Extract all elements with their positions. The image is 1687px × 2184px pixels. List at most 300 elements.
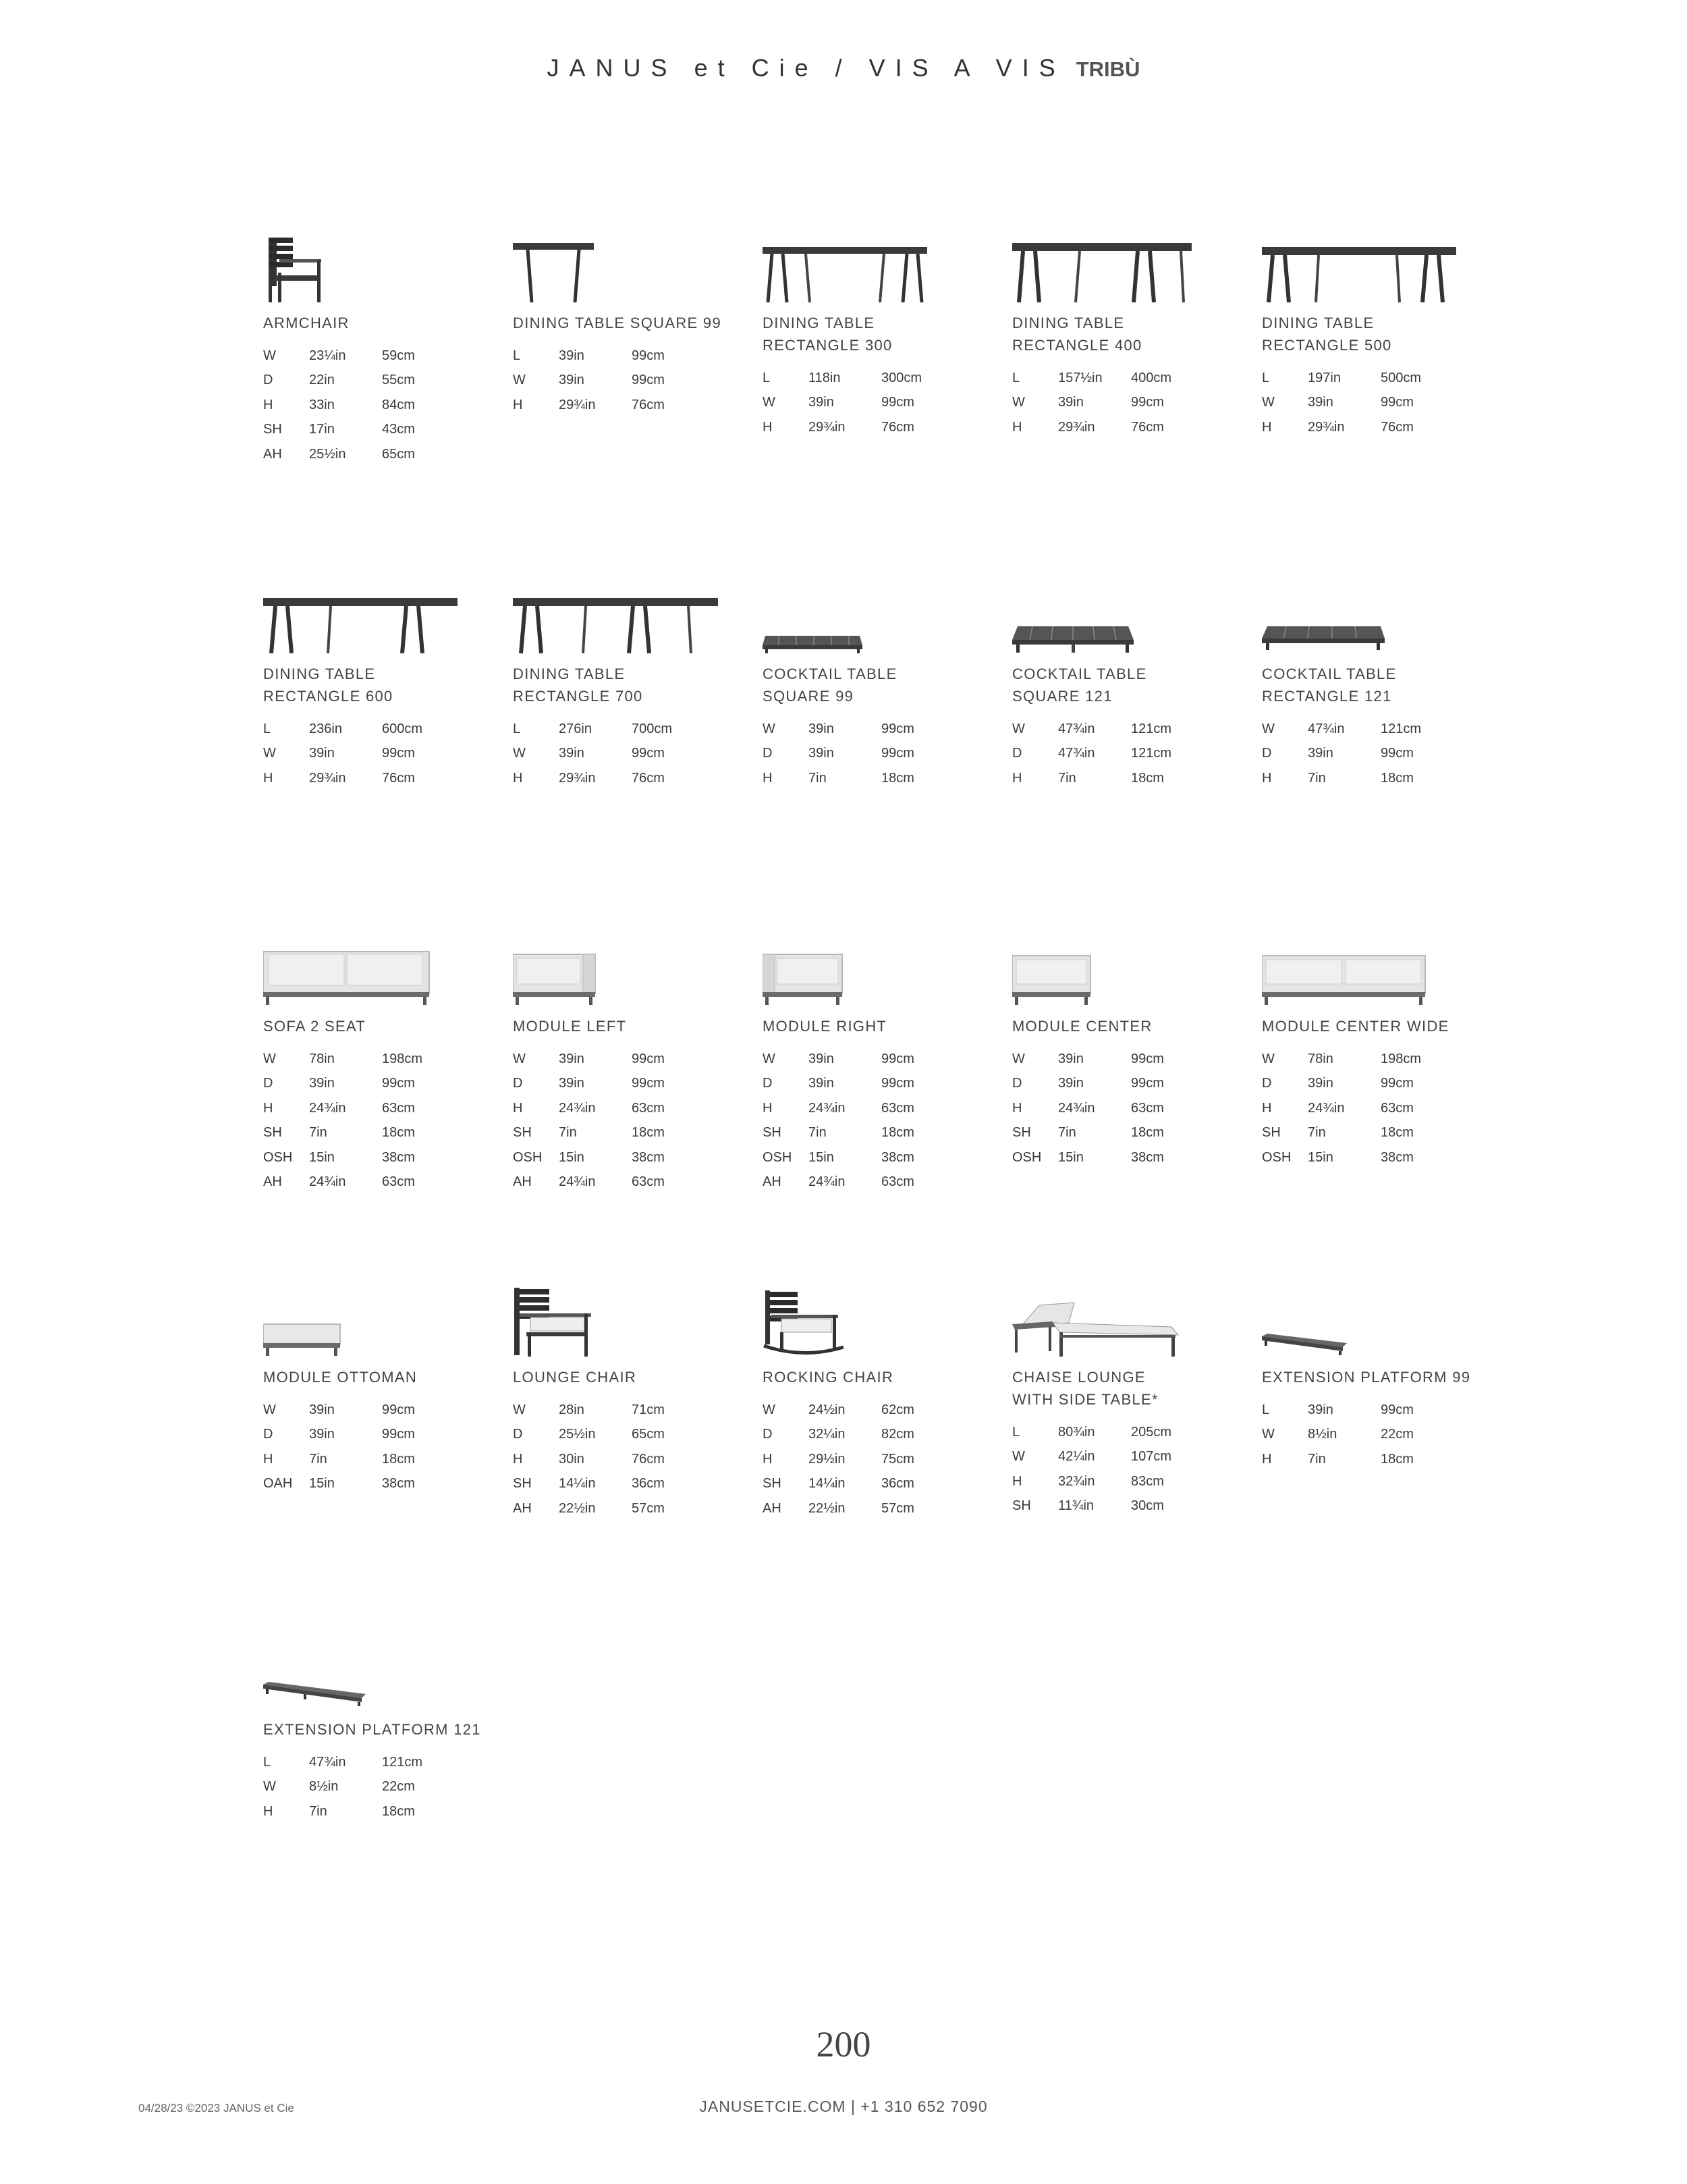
spec-label: D [1012,746,1022,761]
spec-label: H [513,770,523,786]
product-card [513,553,742,791]
spec-inches: 29¾in [309,770,346,786]
brand-title: JANUS et Cie / VIS A VIS [547,54,1066,82]
spec-cm: 18cm [1131,1125,1164,1141]
spec-cm: 57cm [632,1500,665,1516]
spec-label: L [1262,370,1270,385]
spec-table [513,717,706,791]
spec-label: W [763,1402,775,1417]
spec-cm: 121cm [1131,746,1172,761]
spec-cm: 99cm [1381,1076,1414,1091]
spec-inches: 29¾in [559,397,596,412]
spec-table [263,717,456,791]
spec-inches: 14¼in [559,1476,596,1492]
spec-row [513,766,706,791]
spec-inches: 39in [808,746,834,761]
product-name: COCKTAIL TABLE RECTANGLE 121 [1262,665,1397,705]
spec-label: D [263,1076,273,1091]
spec-inches: 39in [309,746,335,761]
spec-cm: 84cm [382,397,415,412]
spec-row [763,1047,956,1072]
spec-label: W [1262,1051,1275,1066]
spec-label: H [1012,419,1022,435]
spec-cm: 18cm [382,1125,415,1141]
spec-inches: 7in [559,1125,577,1141]
spec-cm: 99cm [632,373,665,388]
product-image [263,1609,493,1710]
product-image [1262,202,1491,304]
spec-row [763,1096,956,1121]
spec-cm: 99cm [632,348,665,363]
spec-inches: 24¾in [559,1174,596,1190]
spec-label: H [1262,1100,1272,1116]
spec-cm: 99cm [632,746,665,761]
spec-label: OSH [1262,1149,1292,1165]
spec-inches: 32¾in [1058,1473,1095,1489]
spec-row [763,1121,956,1146]
product-card [263,906,493,1195]
spec-inches: 23¼in [309,348,346,363]
spec-row [1262,742,1455,767]
spec-row [263,1170,456,1195]
spec-row [1262,1145,1455,1170]
product-card [763,553,992,791]
spec-row [763,1447,956,1472]
spec-label: OSH [763,1149,792,1165]
spec-cm: 65cm [382,446,415,462]
spec-inches: 47¾in [1058,721,1095,736]
spec-row [263,1121,456,1146]
spec-cm: 99cm [881,1076,914,1091]
spec-row [1262,415,1455,440]
product-card [1012,906,1242,1170]
spec-label: D [763,1076,773,1091]
spec-label: W [763,1051,775,1066]
spec-label: D [513,1076,523,1091]
spec-label: H [513,1451,523,1467]
spec-cm: 107cm [1131,1449,1172,1465]
spec-row [763,766,956,791]
spec-row [263,418,456,443]
spec-inches: 39in [1058,1076,1084,1091]
spec-cm: 99cm [382,746,415,761]
spec-cm: 121cm [382,1754,423,1770]
spec-inches: 22½in [808,1500,846,1516]
spec-cm: 18cm [1381,1125,1414,1141]
dining-table-rectangle-700-icon [513,553,722,655]
spec-inches: 7in [309,1451,327,1467]
spec-row [263,1047,456,1072]
cocktail-table-rectangle-121-icon [1262,553,1390,655]
spec-cm: 99cm [1381,1402,1414,1417]
product-image [763,1257,992,1358]
spec-cm: 75cm [881,1451,914,1467]
spec-label: W [1012,721,1025,736]
product-image [263,553,493,655]
spec-label: H [1012,770,1022,786]
spec-label: W [763,721,775,736]
product-card [513,202,742,418]
spec-row [263,1472,456,1497]
spec-inches: 15in [1308,1149,1333,1165]
sofa-2-seat-icon [263,906,432,1007]
spec-row [1262,1121,1455,1146]
spec-inches: 7in [309,1803,327,1819]
spec-cm: 38cm [382,1149,415,1165]
spec-label: D [1262,746,1272,761]
spec-row [263,442,456,467]
spec-cm: 83cm [1131,1473,1164,1489]
spec-row [1262,366,1455,391]
spec-row [263,1447,456,1472]
spec-cm: 198cm [382,1051,423,1066]
spec-row [1262,1423,1455,1448]
spec-inches: 39in [1058,395,1084,410]
spec-label: SH [763,1125,781,1141]
spec-label: W [513,746,526,761]
spec-label: AH [263,1174,282,1190]
product-image [263,1257,493,1358]
spec-row [513,1423,706,1448]
spec-label: D [513,1427,523,1442]
spec-row [513,1047,706,1072]
product-image [263,202,493,304]
spec-label: D [263,1427,273,1442]
spec-inches: 29¾in [1058,419,1095,435]
product-image [1012,202,1242,304]
spec-row [513,742,706,767]
spec-cm: 700cm [632,721,673,736]
spec-label: W [1262,395,1275,410]
spec-label: W [513,373,526,388]
spec-row [1262,1072,1455,1097]
spec-row [513,1096,706,1121]
spec-label: H [513,397,523,412]
spec-label: SH [513,1125,532,1141]
spec-row [1012,1420,1205,1445]
spec-label: W [1012,1449,1025,1465]
spec-row [1012,1121,1205,1146]
spec-row [263,717,456,742]
product-card [763,906,992,1195]
spec-inches: 24½in [808,1402,846,1417]
spec-inches: 8½in [1308,1427,1337,1442]
spec-row [263,1775,456,1800]
spec-cm: 76cm [632,770,665,786]
spec-cm: 82cm [881,1427,914,1442]
spec-cm: 36cm [632,1476,665,1492]
spec-row [1012,1145,1205,1170]
spec-label: AH [513,1174,532,1190]
spec-table [1012,1420,1205,1519]
collection-title: TRIBÙ [1076,57,1140,81]
spec-cm: 99cm [881,395,914,410]
spec-cm: 121cm [1381,721,1422,736]
cocktail-table-square-99-icon [763,553,870,655]
spec-inches: 236in [309,721,342,736]
product-image [1012,1257,1242,1358]
spec-label: H [263,1451,273,1467]
spec-row [1012,415,1205,440]
spec-inches: 24¾in [808,1174,846,1190]
product-image [1262,553,1491,655]
spec-inches: 47¾in [309,1754,346,1770]
spec-table [1012,366,1205,440]
rocking-chair-icon [763,1257,850,1358]
spec-cm: 99cm [881,746,914,761]
spec-inches: 7in [808,770,827,786]
spec-label: L [1012,1424,1020,1440]
spec-row [263,742,456,767]
spec-label: W [763,395,775,410]
spec-inches: 118in [808,370,841,385]
spec-inches: 15in [1058,1149,1084,1165]
spec-inches: 39in [559,348,584,363]
spec-row [1262,1398,1455,1423]
spec-inches: 39in [559,373,584,388]
spec-cm: 99cm [382,1427,415,1442]
spec-cm: 99cm [1131,1051,1164,1066]
spec-inches: 15in [309,1476,335,1492]
product-card [1262,1257,1491,1472]
spec-label: D [763,1427,773,1442]
product-image [1012,906,1242,1007]
product-name: MODULE RIGHT [763,1018,887,1035]
spec-inches: 8½in [309,1779,339,1795]
spec-inches: 24¾in [309,1174,346,1190]
spec-label: W [513,1402,526,1417]
page-header [0,54,1687,82]
spec-inches: 17in [309,422,335,437]
spec-row [513,344,706,368]
spec-cm: 63cm [881,1100,914,1116]
spec-row [513,1496,706,1521]
spec-label: AH [763,1174,781,1190]
spec-label: D [263,373,273,388]
spec-row [263,368,456,393]
spec-cm: 18cm [632,1125,665,1141]
spec-inches: 25½in [309,446,346,462]
spec-inches: 42¼in [1058,1449,1095,1465]
spec-cm: 500cm [1381,370,1422,385]
spec-label: W [1012,395,1025,410]
spec-row [763,415,956,440]
spec-label: L [513,348,521,363]
spec-inches: 39in [808,395,834,410]
spec-cm: 99cm [382,1402,415,1417]
spec-row [1012,1494,1205,1519]
spec-row [263,1145,456,1170]
spec-row [763,1170,956,1195]
spec-label: OSH [1012,1149,1042,1165]
spec-cm: 38cm [632,1149,665,1165]
spec-inches: 39in [309,1076,335,1091]
spec-row [763,1398,956,1423]
spec-row [763,1496,956,1521]
product-card [263,1257,493,1496]
spec-inches: 29½in [808,1451,846,1467]
spec-inches: 39in [808,721,834,736]
spec-row [763,1423,956,1448]
spec-inches: 39in [1308,1402,1333,1417]
spec-inches: 39in [1308,395,1333,410]
extension-platform-121-icon [263,1609,371,1710]
product-image [1262,1257,1491,1358]
product-card [513,906,742,1195]
spec-cm: 63cm [382,1100,415,1116]
spec-table [1012,1047,1205,1170]
footer-copyright: 04/28/23 ©2023 JANUS et Cie [138,2102,294,2114]
spec-table [263,1047,456,1195]
module-center-icon [1012,906,1100,1007]
spec-cm: 18cm [382,1803,415,1819]
spec-cm: 76cm [1381,419,1414,435]
spec-cm: 18cm [1381,1451,1414,1467]
spec-label: H [263,1803,273,1819]
spec-inches: 15in [559,1149,584,1165]
spec-cm: 65cm [632,1427,665,1442]
spec-inches: 29¾in [1308,419,1345,435]
spec-row [513,1145,706,1170]
module-right-icon [763,906,850,1007]
product-name: DINING TABLE RECTANGLE 500 [1262,315,1392,354]
spec-cm: 62cm [881,1402,914,1417]
spec-row [1012,1445,1205,1470]
spec-row [513,393,706,418]
spec-row [263,344,456,368]
chaise-lounge-icon [1012,1257,1188,1358]
product-name: ROCKING CHAIR [763,1369,894,1386]
spec-label: H [263,1100,273,1116]
spec-cm: 18cm [1131,770,1164,786]
spec-cm: 38cm [1381,1149,1414,1165]
product-card [513,1257,742,1521]
product-name: ARMCHAIR [263,315,350,331]
armchair-icon [263,202,337,304]
spec-table [513,1047,706,1195]
product-name: LOUNGE CHAIR [513,1369,637,1386]
spec-label: SH [1012,1125,1031,1141]
spec-cm: 99cm [881,1051,914,1066]
spec-row [1262,1047,1455,1072]
spec-cm: 76cm [1131,419,1164,435]
spec-table [763,1047,956,1195]
spec-table [513,344,706,418]
spec-row [1012,1047,1205,1072]
product-name: MODULE CENTER [1012,1018,1153,1035]
product-image [513,1257,742,1358]
spec-inches: 78in [1308,1051,1333,1066]
spec-label: H [1012,1100,1022,1116]
spec-inches: 39in [808,1076,834,1091]
spec-label: L [263,1754,271,1770]
spec-row [1262,717,1455,742]
spec-label: OSH [263,1149,293,1165]
product-image [763,553,992,655]
product-name: SOFA 2 SEAT [263,1018,366,1035]
spec-row [1262,1096,1455,1121]
spec-row [1012,717,1205,742]
product-name: CHAISE LOUNGE WITH SIDE TABLE* [1012,1369,1159,1408]
spec-cm: 198cm [1381,1051,1422,1066]
product-name: DINING TABLE RECTANGLE 600 [263,665,393,705]
spec-row [1262,766,1455,791]
spec-inches: 15in [808,1149,834,1165]
product-image [513,906,742,1007]
spec-row [1012,1072,1205,1097]
spec-table [763,1398,956,1521]
spec-label: W [263,348,276,363]
spec-cm: 18cm [1381,770,1414,786]
product-card [1012,202,1242,440]
spec-cm: 600cm [382,721,423,736]
dining-table-square-icon [513,202,601,304]
spec-row [1012,1096,1205,1121]
spec-cm: 18cm [881,770,914,786]
spec-row [1012,366,1205,391]
product-card [1262,906,1491,1170]
spec-label: L [1012,370,1020,385]
spec-cm: 400cm [1131,370,1172,385]
spec-table [763,717,956,791]
spec-label: H [763,1451,773,1467]
spec-label: W [1012,1051,1025,1066]
spec-inches: 39in [1308,1076,1333,1091]
spec-inches: 24¾in [1308,1100,1345,1116]
spec-label: H [763,770,773,786]
spec-table [763,366,956,440]
spec-label: H [1262,419,1272,435]
spec-cm: 205cm [1131,1424,1172,1440]
product-name: EXTENSION PLATFORM 99 [1262,1369,1471,1386]
spec-table [263,1398,456,1496]
spec-cm: 18cm [382,1451,415,1467]
spec-label: H [263,770,273,786]
spec-inches: 25½in [559,1427,596,1442]
spec-row [513,1170,706,1195]
product-card [263,1609,493,1824]
spec-inches: 28in [559,1402,584,1417]
spec-row [263,1799,456,1824]
spec-inches: 157½in [1058,370,1103,385]
spec-label: SH [1012,1498,1031,1514]
spec-row [263,1750,456,1775]
spec-label: D [763,746,773,761]
spec-cm: 22cm [382,1779,415,1795]
spec-inches: 22in [309,373,335,388]
spec-label: H [1262,1451,1272,1467]
spec-cm: 121cm [1131,721,1172,736]
product-card [763,202,992,440]
spec-inches: 14¼in [808,1476,846,1492]
product-name: MODULE CENTER WIDE [1262,1018,1449,1035]
spec-cm: 63cm [1381,1100,1414,1116]
spec-label: L [1262,1402,1270,1417]
product-card [263,553,493,791]
spec-row [513,1072,706,1097]
spec-inches: 39in [309,1402,335,1417]
product-name: MODULE OTTOMAN [263,1369,418,1386]
spec-table [1262,717,1455,791]
spec-label: H [513,1100,523,1116]
spec-row [763,742,956,767]
spec-row [763,1145,956,1170]
spec-label: SH [513,1476,532,1492]
product-name: COCKTAIL TABLE SQUARE 121 [1012,665,1147,705]
spec-cm: 18cm [881,1125,914,1141]
spec-row [763,1472,956,1497]
spec-table [1262,366,1455,440]
